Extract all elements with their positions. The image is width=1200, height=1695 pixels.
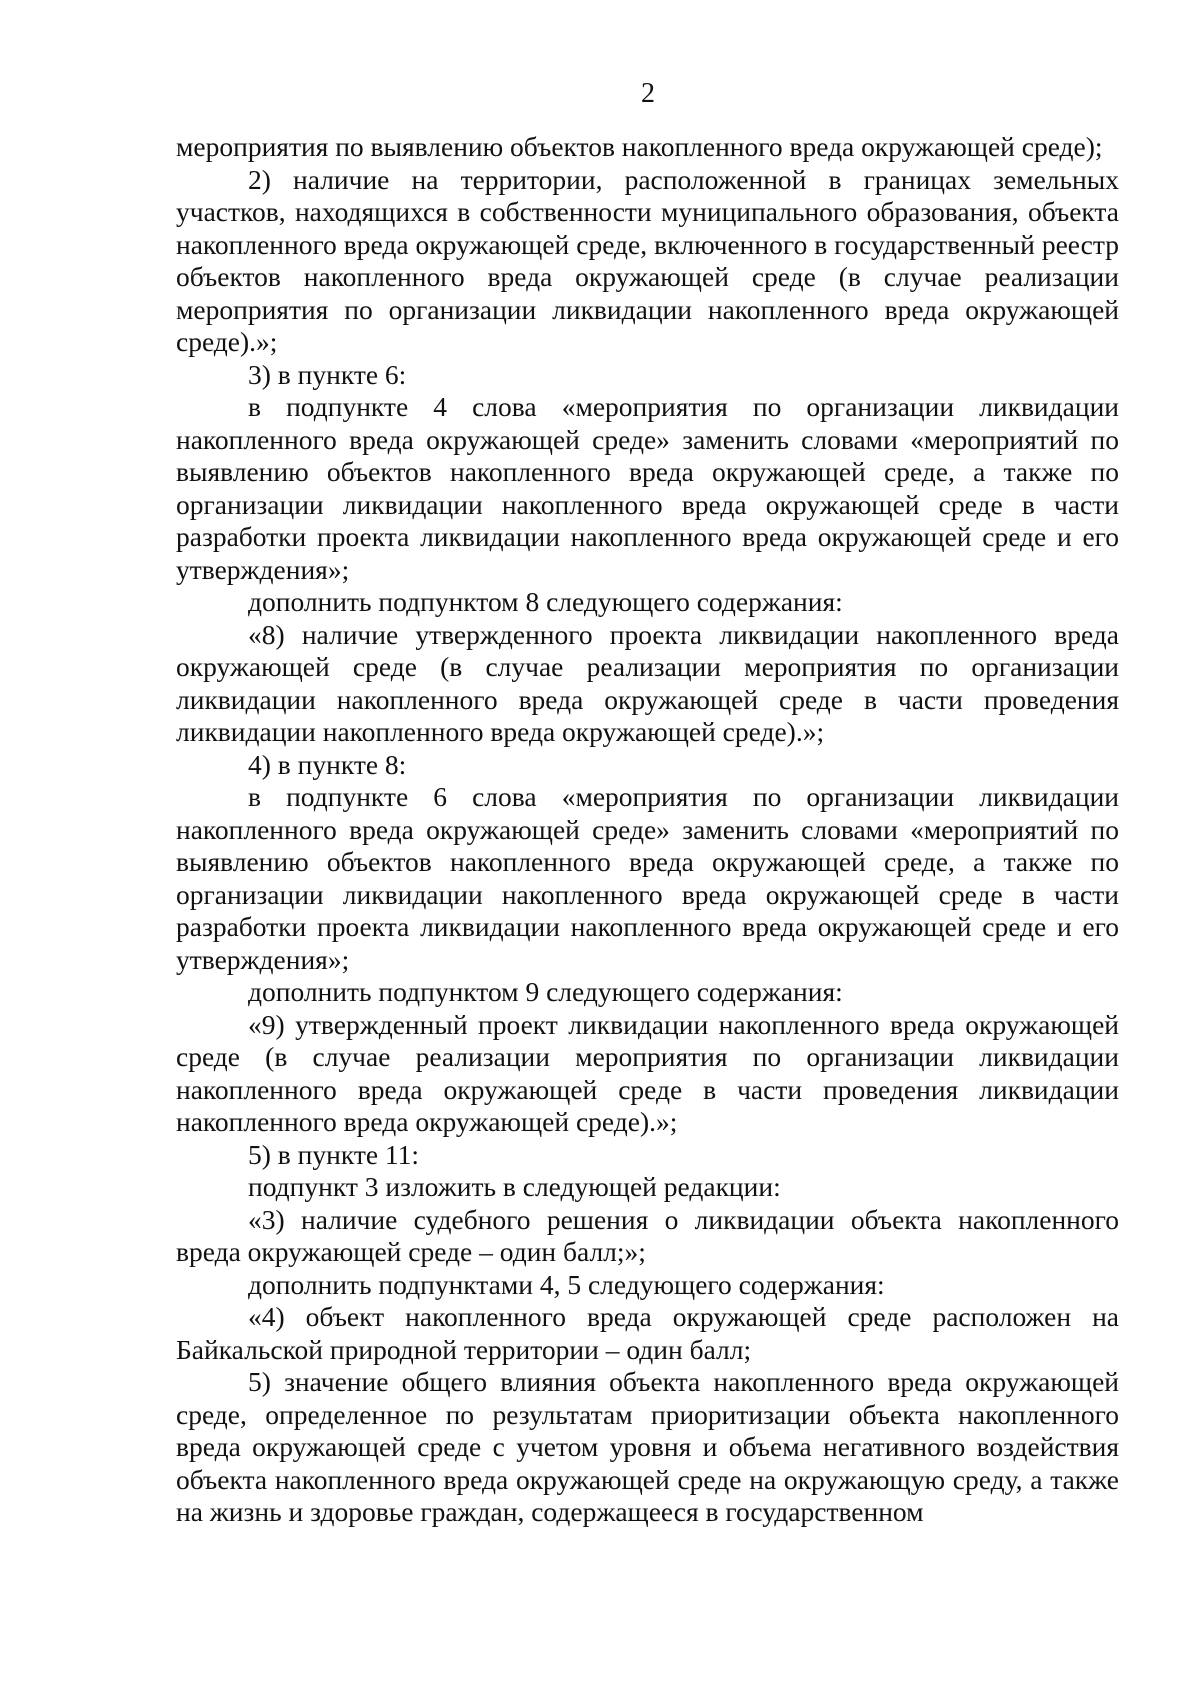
paragraph-item-5-subpoint-3-text: «3) наличие судебного решения о ликвидации объекта накопленного вреда окружающей среде – один балл;»; (176, 1203, 1119, 1267)
paragraph-item-3-subpoint-8-text: «8) наличие утвержденного проекта ликвидации накопленного вреда окружающей среде (в случае реализации мероприятия по организации ликвидации накопленного вреда окружающей среде в части проведения ликвидации накопленного вреда окружающей среде).»; (176, 618, 1119, 747)
paragraph-item-5-subpoint-4-text: «4) объект накопленного вреда окружающей среде расположен на Байкальской природной территории – один балл; (176, 1301, 1119, 1365)
paragraph-item-5-add-4-5: дополнить подпунктами 4, 5 следующего содержания: (248, 1268, 885, 1300)
paragraph-item-5-subpoint-3: подпункт 3 изложить в следующей редакции: (248, 1171, 781, 1202)
paragraph-item-3-add-8: дополнить подпунктом 8 следующего содержания: (248, 586, 843, 617)
paragraph-item-4-subpoint-6: в подпункте 6 слова «мероприятия по организации ликвидации накопленного вреда окружающей среде» заменить словами «мероприятий по выявлению объектов накопленного вреда окружающей среде, а также по организации ликвидации накопленного вреда окружающей среде в части разработки проекта ликвидации накопленного вреда окружающей среде и его утверждения»; (176, 781, 1119, 975)
paragraph-item-4-heading: 4) в пункте 8: (248, 748, 407, 780)
paragraph-item-4-subpoint-9-text: «9) утвержденный проект ликвидации накопленного вреда окружающей среде (в случае реализации мероприятия по организации ликвидации накопленного вреда окружающей среде в части проведения ликвидации накопленного вреда окружающей среде).»; (176, 1008, 1119, 1137)
document-body (176, 131, 1119, 1529)
paragraph-item-2: 2) наличие на территории, расположенной в границах земельных участков, находящихся в собственности муниципального образования, объекта накопленного вреда окружающей среде, включенного в государственный реестр объектов накопленного вреда окружающей среде (в случае реализации мероприятия по организации ликвидации накопленного вреда окружающей среде).»; (176, 163, 1119, 357)
page-number: 2 (641, 78, 655, 109)
paragraph-item-5-heading: 5) в пункте 11: (248, 1138, 420, 1170)
paragraph-item-5-subpoint-5-text: 5) значение общего влияния объекта накопленного вреда окружающей среде, определенное по результатам приоритизации объекта накопленного вреда окружающей среде с учетом уровня и объема негативного воздействия объекта накопленного вреда окружающей среде на окружающую среду, а также на жизнь и здоровье граждан, содержащееся в государственном (176, 1366, 1119, 1527)
paragraph-item-4-add-9: дополнить подпунктом 9 следующего содержания: (248, 976, 843, 1007)
paragraph-continuation: мероприятия по выявлению объектов накопленного вреда окружающей среде); (176, 131, 1103, 162)
paragraph-item-3-subpoint-4: в подпункте 4 слова «мероприятия по организации ликвидации накопленного вреда окружающей среде» заменить словами «мероприятий по выявлению объектов накопленного вреда окружающей среде, а также по организации ликвидации накопленного вреда окружающей среде в части разработки проекта ликвидации накопленного вреда окружающей среде и его утверждения»; (176, 391, 1119, 585)
paragraph-item-3-heading: 3) в пункте 6: (248, 358, 407, 390)
